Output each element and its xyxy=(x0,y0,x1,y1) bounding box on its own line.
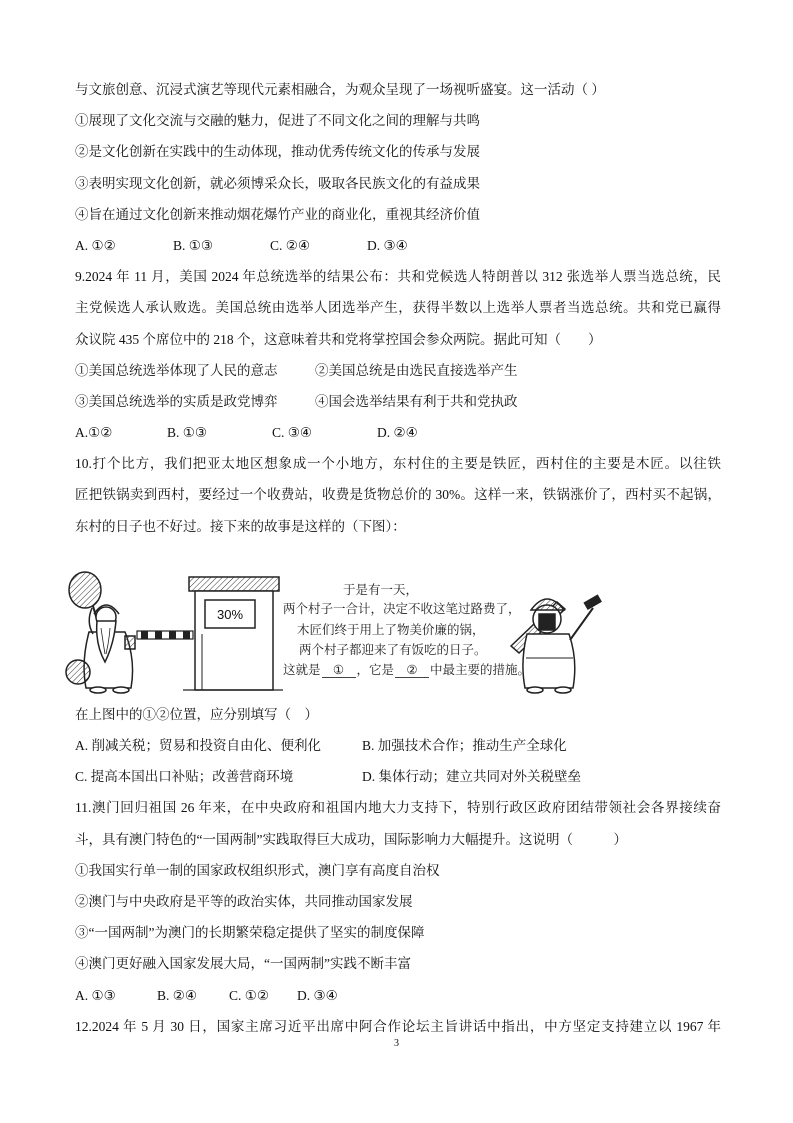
q11-statement-3: ③“一国两制”为澳门的长期繁荣稳定提供了坚实的制度保障 xyxy=(75,925,425,941)
barrier-arm xyxy=(137,631,193,639)
fill-blank-2: ② xyxy=(395,664,429,678)
q9-statement-4: ④国会选举结果有利于共和党执政 xyxy=(315,393,518,409)
q9-stem-line: 众议院 435 个席位中的 218 个，这意味着共和党将掌控国会参众两院。据此可知（ ） xyxy=(75,331,602,347)
q10-stem-line: 10.打个比方，我们把亚太地区想象成一个小地方，东村住的主要是铁匠，西村住的主要是木匠。以往铁 xyxy=(75,456,721,472)
blacksmith-illustration xyxy=(66,572,135,693)
q9-statement-1: ①美国总统选举体现了人民的意志 xyxy=(75,362,278,378)
q8-option-d: D. ③④ xyxy=(367,237,408,253)
q10-stem-line: 匠把铁锅卖到西村，要经过一个收费站，收费是货物总价的 30%。这样一来，铁锅涨价了，西村买不起锅， xyxy=(75,487,721,503)
q9-statement-2: ②美国总统是由选民直接选举产生 xyxy=(315,362,518,378)
q11-options xyxy=(75,980,721,1011)
q9-stem-line: 主党候选人承认败选。美国总统由选举人团选举产生，获得半数以上选举人票者当选总统。共和党已赢得 xyxy=(75,300,721,316)
q9-option-b: B. ①③ xyxy=(167,425,207,441)
q10-prompt: 在上图中的①②位置，应分别填写（ ） xyxy=(75,706,318,722)
carpenter-illustration xyxy=(511,595,601,693)
cartoon-caption-line: 于是有一天， xyxy=(343,582,419,597)
q11-stem-line: 斗，具有澳门特色的“一国两制”实践取得巨大成功，国际影响力大幅提升。这说明（ ） xyxy=(75,831,627,847)
fill-middle: ，它是 xyxy=(356,662,395,677)
fill-blank-1: ① xyxy=(322,664,356,678)
q10-option-c: C. 提高本国出口补贴；改善营商环境 xyxy=(75,769,294,785)
q10-options-row xyxy=(75,730,721,761)
q11-statement-1: ①我国实行单一制的国家政权组织形式，澳门享有高度自治权 xyxy=(75,862,440,878)
cartoon-fill-line xyxy=(283,663,530,678)
q9-option-d: D. ②④ xyxy=(377,425,418,441)
q11-stem-line: 11.澳门回归祖国 26 年来，在中央政府和祖国内地大力支持下，特别行政区政府团结带领社会各界接续奋 xyxy=(75,800,721,816)
q8-statement-1: ①展现了文化交流与交融的魅力，促进了不同文化之间的理解与共鸣 xyxy=(75,113,480,129)
toll-sign-label: 30% xyxy=(216,606,244,622)
q11-option-a: A. ①③ xyxy=(75,987,116,1003)
q10-options-row xyxy=(75,761,721,792)
q9-statements-row xyxy=(75,355,721,386)
q11-statement-4: ④澳门更好融入国家发展大局，“一国两制”实践不断丰富 xyxy=(75,956,411,972)
q11-option-b: B. ②④ xyxy=(157,987,197,1003)
fill-suffix: 中最主要的措施。 xyxy=(430,662,531,677)
q8-stem-line: 与文旅创意、沉浸式演艺等现代元素相融合，为观众呈现了一场视听盛宴。这一活动（ ） xyxy=(75,82,605,97)
fill-prefix: 这就是 xyxy=(283,662,321,677)
q8-statement-2: ②是文化创新在实践中的生动体现，推动优秀传统文化的传承与发展 xyxy=(75,144,480,160)
cartoon-caption-line: 两个村子都迎来了有饭吃的日子。 xyxy=(299,642,487,657)
q8-statement-4: ④旨在通过文化创新来推动烟花爆竹产业的商业化，重视其经济价值 xyxy=(75,206,480,222)
q8-options xyxy=(75,230,721,261)
q8-statement-3: ③表明实现文化创新，就必须博采众长，吸取各民族文化的有益成果 xyxy=(75,175,480,191)
q9-options xyxy=(75,417,721,448)
toll-booth-illustration xyxy=(183,577,283,690)
toll-booth-cartoon xyxy=(65,542,625,699)
q9-statement-3: ③美国总统选举的实质是政党博弈 xyxy=(75,393,278,409)
cartoon-caption-line: 两个村子一合计，决定不收这笔过路费了， xyxy=(283,601,521,616)
cartoon-caption-line: 木匠们终于用上了物美价廉的锅， xyxy=(297,622,485,637)
q9-statements-row xyxy=(75,386,721,417)
page-number: 3 xyxy=(394,1038,399,1049)
q10-option-d: D. 集体行动；建立共同对外关税壁垒 xyxy=(362,769,581,785)
q8-option-a: A. ①② xyxy=(75,237,116,253)
q11-option-c: C. ①② xyxy=(229,987,269,1003)
q11-statement-2: ②澳门与中央政府是平等的政治实体，共同推动国家发展 xyxy=(75,893,413,909)
q10-stem-line: 东村的日子也不好过。接下来的故事是这样的（下图）： xyxy=(75,518,406,534)
q9-option-a: A.①② xyxy=(75,425,113,441)
q8-option-b: B. ①③ xyxy=(173,237,213,253)
q10-option-a: A. 削减关税；贸易和投资自由化、便利化 xyxy=(75,738,321,753)
q12-stem-line: 12.2024 年 5 月 30 日，国家主席习近平出席中阿合作论坛主旨讲话中指出，中方坚定支持建立以 1967 年 xyxy=(75,1018,721,1034)
q8-option-c: C. ②④ xyxy=(270,237,310,253)
question-content xyxy=(75,74,721,1042)
q10-option-b: B. 加强技术合作；推动生产全球化 xyxy=(362,738,567,753)
q11-option-d: D. ③④ xyxy=(297,987,338,1003)
q9-option-c: C. ③④ xyxy=(272,425,312,441)
q9-stem-line: 9.2024 年 11 月，美国 2024 年总统选举的结果公布：共和党候选人特朗普以 312 张选举人票当选总统，民 xyxy=(75,269,721,285)
